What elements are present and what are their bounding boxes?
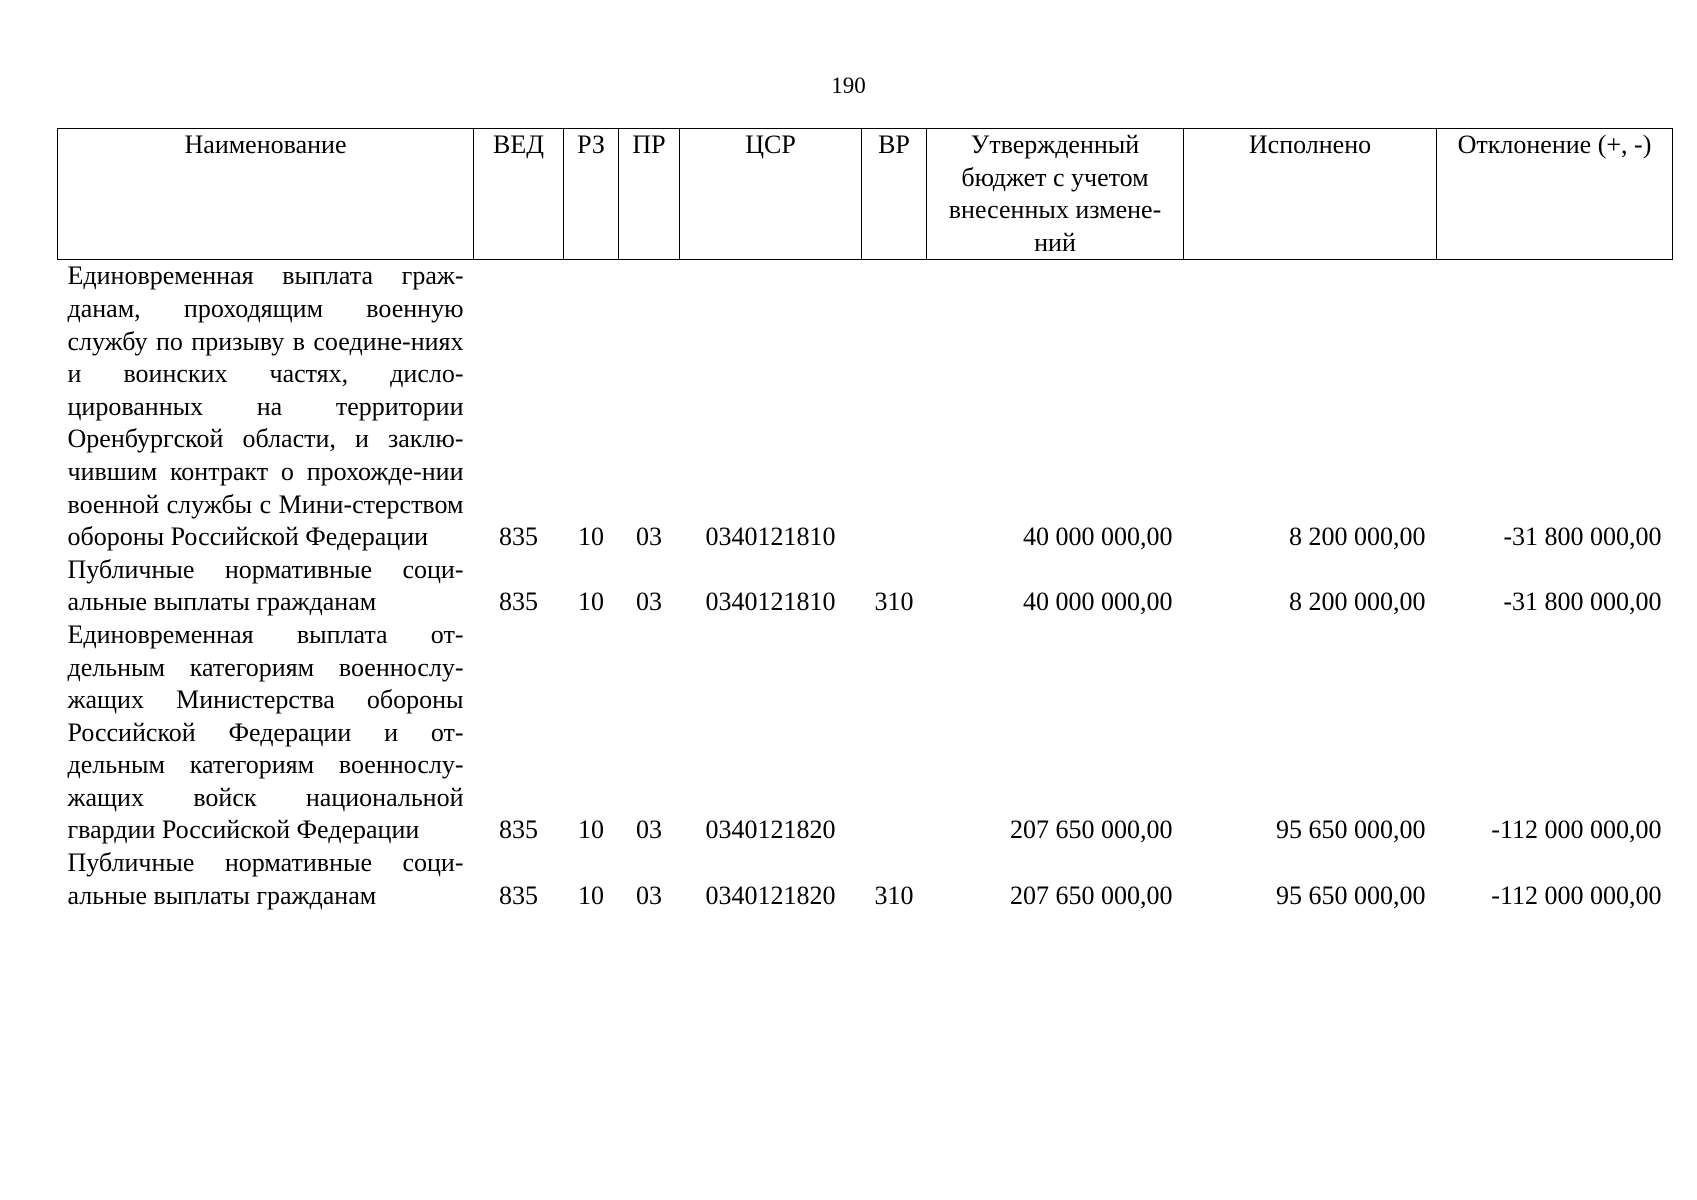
row-rz: 10 [578, 880, 604, 910]
row-ved: 835 [499, 880, 538, 910]
row-deviation: -31 800 000,00 [1503, 587, 1662, 617]
table-header-row [58, 129, 1673, 260]
row-vr [862, 260, 927, 554]
row-pr: 03 [636, 587, 662, 617]
row-executed: 95 650 000,00 [1276, 880, 1426, 910]
row-csr: 0340121810 [705, 587, 836, 617]
row-vr [862, 619, 927, 847]
row-deviation: -31 800 000,00 [1503, 522, 1662, 552]
row-ved: 835 [499, 587, 538, 617]
header-name: Наименование [58, 129, 474, 260]
row-name: Единовременная выплата граж-данам, проходящим военную службу по призыву в соедине-ниях и воинских частях, дисло-цированных на территории Оренбургской области, и заклю-чившим контракт о прохожде-нии военной службы с Мини-стерством обороны Российской Федерации [67, 261, 464, 552]
row-name: Публичные нормативные соци-альные выплаты гражданам [67, 848, 464, 910]
table-row [58, 619, 1673, 847]
header-vr: ВР [862, 129, 927, 260]
table-row [58, 554, 1673, 619]
row-vr: 310 [874, 587, 914, 617]
header-deviation: Отклонение (+, -) [1437, 129, 1673, 260]
table-row [58, 847, 1673, 912]
row-approved: 207 650 000,00 [1010, 880, 1173, 910]
row-pr: 03 [636, 815, 662, 845]
row-approved: 40 000 000,00 [1023, 522, 1173, 552]
row-name: Публичные нормативные соци-альные выплаты гражданам [67, 554, 464, 617]
header-approved-budget: Утвержденный бюджет с учетом внесенных измене-ний [927, 129, 1184, 260]
row-vr: 310 [874, 880, 914, 910]
row-name: Единовременная выплата от-дельным категориям военнослу-жащих Министерства обороны Российской Федерации и от-дельным категориям военнослу-жащих войск национальной гвардии Российской Федерации [67, 619, 464, 845]
row-rz: 10 [578, 815, 604, 845]
row-approved: 207 650 000,00 [1010, 815, 1173, 845]
row-ved: 835 [499, 815, 538, 845]
header-pr: ПР [619, 129, 680, 260]
row-pr: 03 [636, 880, 662, 910]
row-rz: 10 [578, 587, 604, 617]
row-deviation: -112 000 000,00 [1491, 815, 1662, 845]
row-csr: 0340121820 [705, 815, 836, 845]
header-executed: Исполнено [1184, 129, 1437, 260]
row-csr: 0340121820 [705, 880, 836, 910]
row-ved: 835 [499, 522, 538, 552]
row-pr: 03 [636, 522, 662, 552]
header-csr: ЦСР [680, 129, 862, 260]
row-approved: 40 000 000,00 [1023, 587, 1173, 617]
row-csr: 0340121810 [705, 522, 836, 552]
row-deviation: -112 000 000,00 [1491, 880, 1662, 910]
budget-table [57, 128, 1673, 912]
row-executed: 95 650 000,00 [1276, 815, 1426, 845]
table-row [58, 260, 1673, 554]
row-rz: 10 [578, 522, 604, 552]
header-rz: РЗ [564, 129, 619, 260]
row-executed: 8 200 000,00 [1289, 587, 1426, 617]
header-ved: ВЕД [474, 129, 564, 260]
row-executed: 8 200 000,00 [1289, 522, 1426, 552]
page-number: 190 [831, 73, 866, 98]
